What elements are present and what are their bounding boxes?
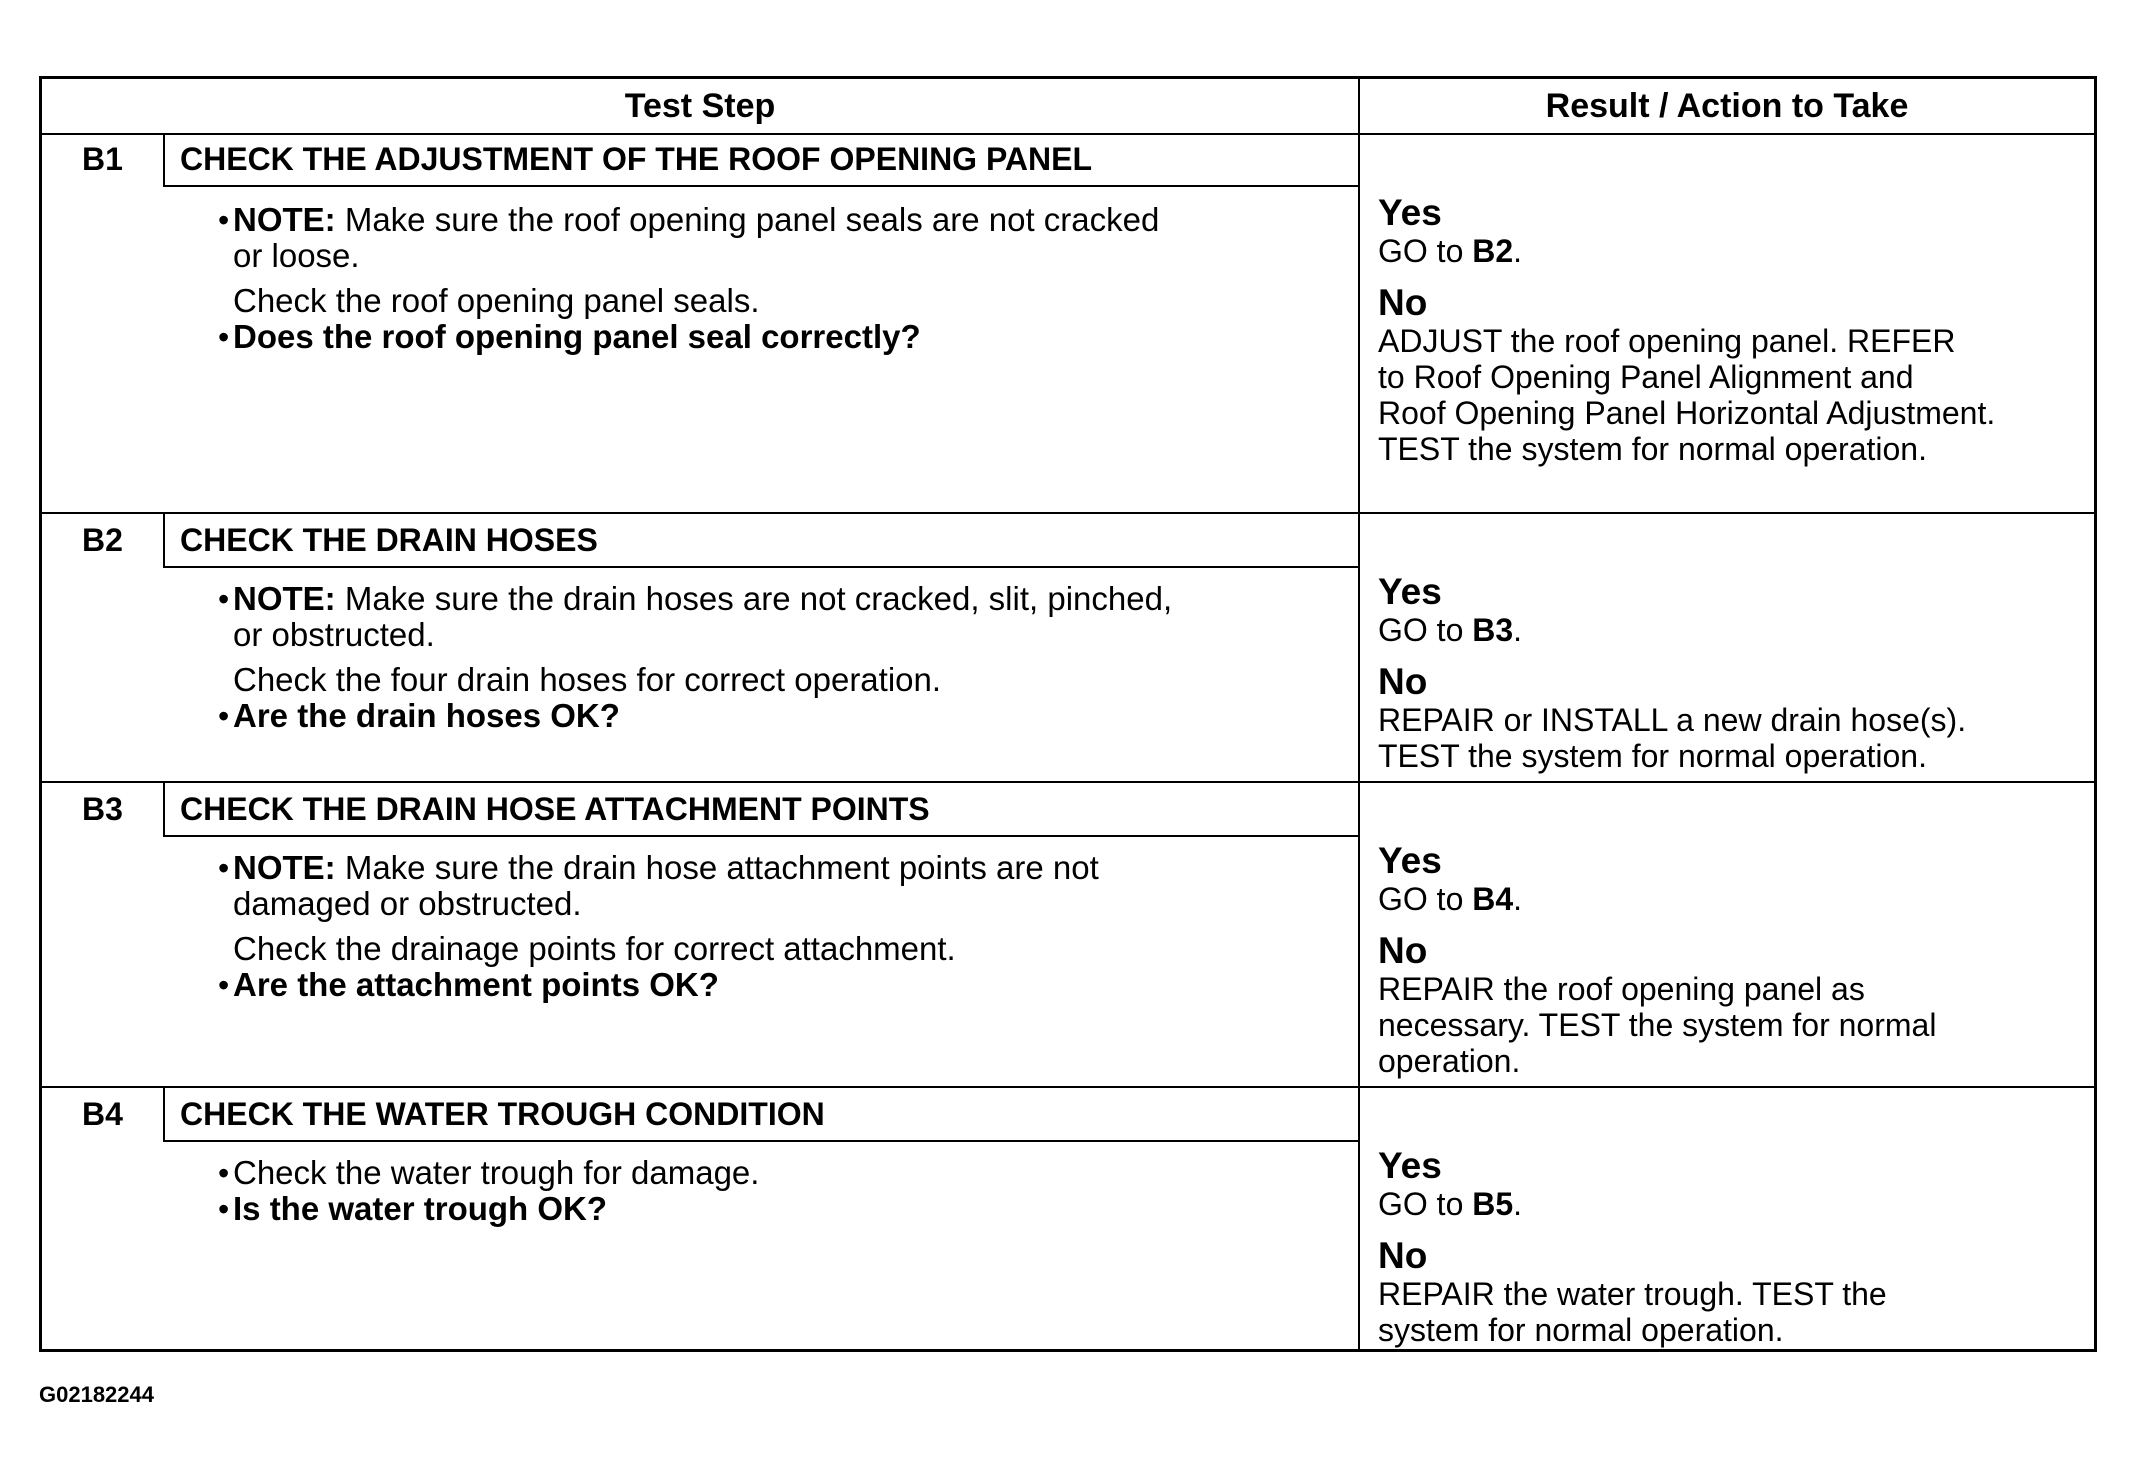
result-yes <box>1378 841 2098 917</box>
go-to-text: GO to <box>1378 881 1473 917</box>
figure-id: G02182244 <box>39 1382 154 1407</box>
no-action-line: Roof Opening Panel Horizontal Adjustment. <box>1378 395 1996 431</box>
title-underline <box>163 835 1358 837</box>
go-to-target: B3 <box>1472 612 1514 648</box>
no-label: No <box>1378 661 1428 702</box>
bullet: • <box>218 1191 230 1227</box>
no-action-line: REPAIR or INSTALL a new drain hose(s). <box>1378 702 1967 738</box>
yes-label: Yes <box>1378 840 1442 881</box>
note-line-2: or loose. <box>233 237 360 274</box>
column-divider <box>1358 133 1360 1349</box>
check-instruction: Check the drainage points for correct attachment. <box>233 930 956 967</box>
no-action-line: REPAIR the roof opening panel as <box>1378 971 1865 1007</box>
go-to-text: GO to <box>1378 1186 1473 1222</box>
yes-label: Yes <box>1378 571 1442 612</box>
yes-label: Yes <box>1378 1145 1442 1186</box>
title-underline <box>163 1140 1358 1142</box>
step-title: CHECK THE DRAIN HOSES <box>180 521 598 558</box>
step-title: CHECK THE DRAIN HOSE ATTACHMENT POINTS <box>180 790 930 827</box>
note-line <box>233 850 1333 886</box>
no-label: No <box>1378 282 1428 323</box>
note-text: Make sure the drain hose attachment points are not <box>335 849 1099 886</box>
result-no <box>1378 931 2098 1079</box>
no-action-line: TEST the system for normal operation. <box>1378 738 1927 774</box>
no-action-line: operation. <box>1378 1043 1521 1079</box>
note-line-2: damaged or obstructed. <box>233 885 582 922</box>
check-instruction: Check the roof opening panel seals. <box>233 282 760 319</box>
step-title: CHECK THE WATER TROUGH CONDITION <box>180 1095 825 1132</box>
check-instruction: Check the water trough for damage. <box>233 1154 760 1191</box>
header-result-action: Result / Action to Take <box>1360 79 2094 135</box>
go-to-target: B4 <box>1472 881 1514 917</box>
no-action-line: to Roof Opening Panel Alignment and <box>1378 359 1914 395</box>
step-title: CHECK THE ADJUSTMENT OF THE ROOF OPENING PANEL <box>180 140 1093 177</box>
note-line <box>233 202 1333 238</box>
go-to-target: B2 <box>1472 233 1514 269</box>
result-no <box>1378 283 2098 467</box>
go-to-text: GO to <box>1378 233 1473 269</box>
step-question: Does the roof opening panel seal correctly? <box>233 318 921 355</box>
bullet: • <box>218 581 230 617</box>
note-label: NOTE: <box>233 201 336 238</box>
no-action-line: ADJUST the roof opening panel. REFER <box>1378 323 1956 359</box>
no-label: No <box>1378 1235 1428 1276</box>
step-id: B4 <box>42 1088 165 1140</box>
result-no <box>1378 662 2098 774</box>
header-test-step: Test Step <box>42 79 1360 135</box>
note-label: NOTE: <box>233 849 336 886</box>
step-id: B1 <box>42 133 165 185</box>
bullet: • <box>218 698 230 734</box>
title-underline <box>163 185 1358 187</box>
step-id: B3 <box>42 783 165 835</box>
go-to-target: B5 <box>1472 1186 1514 1222</box>
step-question: Are the attachment points OK? <box>233 966 719 1003</box>
note-label: NOTE: <box>233 580 336 617</box>
no-action-line: TEST the system for normal operation. <box>1378 431 1927 467</box>
yes-label: Yes <box>1378 192 1442 233</box>
test-step-table <box>39 76 2097 1352</box>
bullet: • <box>218 319 230 355</box>
step-question: Are the drain hoses OK? <box>233 697 620 734</box>
bullet: • <box>218 202 230 238</box>
yes-action: GO to B5. <box>1378 1186 1523 1222</box>
step-question: Is the water trough OK? <box>233 1190 608 1227</box>
yes-action: GO to B2. <box>1378 233 1523 269</box>
result-yes <box>1378 572 2098 648</box>
step-id: B2 <box>42 514 165 566</box>
check-instruction: Check the four drain hoses for correct operation. <box>233 661 942 698</box>
result-yes <box>1378 193 2098 269</box>
yes-action: GO to B4. <box>1378 881 1523 917</box>
result-yes <box>1378 1146 2098 1222</box>
bullet: • <box>218 850 230 886</box>
yes-action: GO to B3. <box>1378 612 1523 648</box>
note-text: Make sure the roof opening panel seals are not cracked <box>335 201 1160 238</box>
bullet: • <box>218 967 230 1003</box>
no-label: No <box>1378 930 1428 971</box>
title-underline <box>163 566 1358 568</box>
bullet: • <box>218 1155 230 1191</box>
go-to-text: GO to <box>1378 612 1473 648</box>
note-line <box>233 581 1333 617</box>
note-line-2: or obstructed. <box>233 616 435 653</box>
no-action-line: system for normal operation. <box>1378 1312 1784 1348</box>
no-action-line: necessary. TEST the system for normal <box>1378 1007 1937 1043</box>
note-text: Make sure the drain hoses are not cracked, slit, pinched, <box>335 580 1173 617</box>
result-no <box>1378 1236 2098 1348</box>
no-action-line: REPAIR the water trough. TEST the <box>1378 1276 1887 1312</box>
